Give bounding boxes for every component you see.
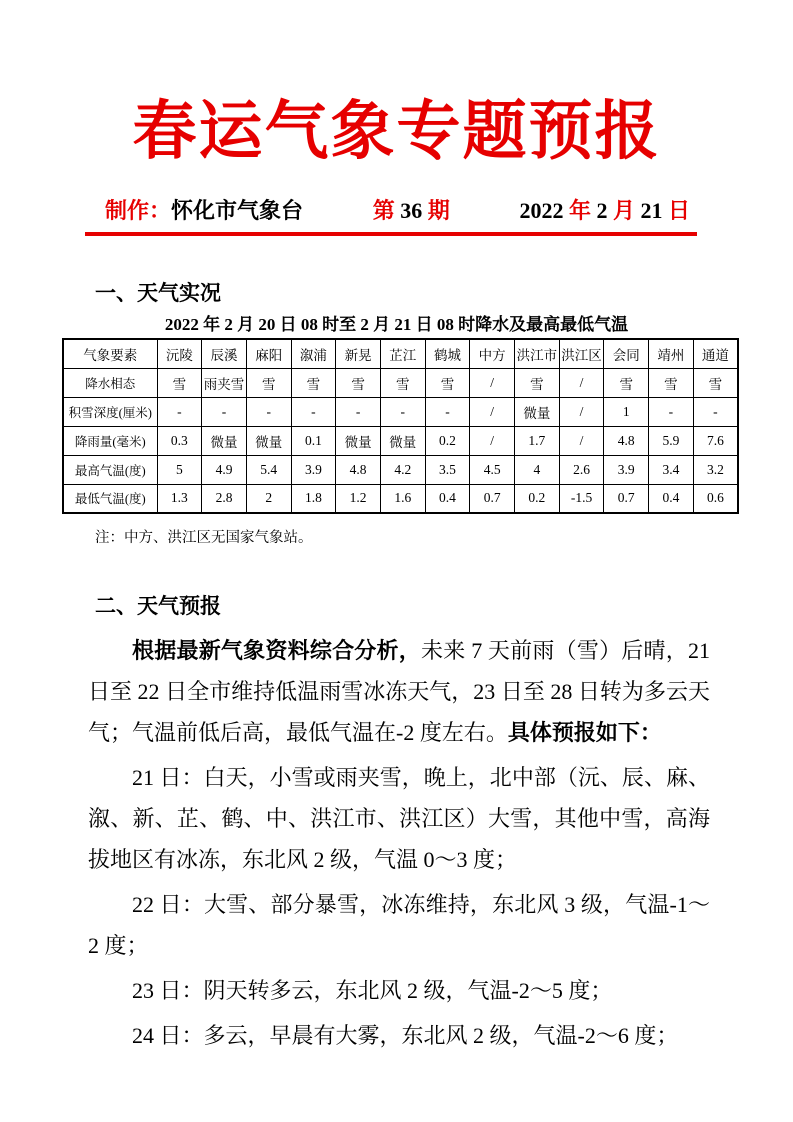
table-cell: 雪 <box>649 368 694 397</box>
section-heading-weather-forecast: 二、天气预报 <box>95 594 221 619</box>
table-cell: 1.7 <box>515 426 560 455</box>
table-cell: / <box>470 426 515 455</box>
table-cell: 3.2 <box>693 455 738 484</box>
producer-label: 制作： <box>105 198 172 224</box>
text-segment: 未来 7 天前雨（雪）后晴，21 日至 22 日全市维持低温雨雪冰冻天气，23 日至 28 日转为多云天气；气温前低后高，最低气温在-2 度左右。 <box>88 638 710 746</box>
table-cell: 微量 <box>380 426 425 455</box>
table-cell: - <box>693 397 738 426</box>
table-row-label: 降雨量(毫米) <box>63 426 157 455</box>
table-header-cell: 气象要素 <box>63 339 157 368</box>
table-cell: / <box>559 368 604 397</box>
table-cell: / <box>559 426 604 455</box>
table-cell: 雪 <box>380 368 425 397</box>
forecast-paragraphs <box>88 630 710 1056</box>
table-cell: 微量 <box>336 426 381 455</box>
text-segment: 根据最新气象资料综合分析， <box>132 638 421 664</box>
table-cell: 4.5 <box>470 455 515 484</box>
producer-line <box>105 197 303 225</box>
table-row-label: 降水相态 <box>63 368 157 397</box>
table-cell: 雪 <box>693 368 738 397</box>
text-segment: 第 <box>372 198 401 224</box>
table-header-cell: 沅陵 <box>157 339 202 368</box>
table-cell: 雪 <box>425 368 470 397</box>
table-cell: 3.9 <box>291 455 336 484</box>
table-cell: - <box>202 397 247 426</box>
text-segment: 36 <box>400 198 423 224</box>
table-header-cell: 辰溪 <box>202 339 247 368</box>
table-cell: 5 <box>157 455 202 484</box>
table-header-cell: 芷江 <box>380 339 425 368</box>
text-segment: 24 日：多云，早晨有大雾，东北风 2 级，气温-2～6 度； <box>132 1023 679 1049</box>
table-cell: 雪 <box>157 368 202 397</box>
table-cell: 雪 <box>336 368 381 397</box>
text-segment: 日 <box>667 198 690 224</box>
table-header-cell: 麻阳 <box>246 339 291 368</box>
table-cell: 微量 <box>246 426 291 455</box>
issue-date <box>519 197 690 225</box>
text-segment: 期 <box>422 198 450 224</box>
text-segment: 22 日：大雪、部分暴雪，冰冻维持，东北风 3 级，气温-1～2 度； <box>88 892 710 959</box>
table-cell: 4.9 <box>202 455 247 484</box>
table-row-label: 最低气温(度) <box>63 484 157 513</box>
table-cell: 0.6 <box>693 484 738 513</box>
table-cell: 雨夹雪 <box>202 368 247 397</box>
text-segment: 具体预报如下： <box>507 720 662 746</box>
table-header-cell: 新晃 <box>336 339 381 368</box>
table-cell: / <box>470 368 515 397</box>
table-cell: -1.5 <box>559 484 604 513</box>
table-cell: - <box>157 397 202 426</box>
forecast-paragraph <box>88 970 710 1011</box>
table-cell: 雪 <box>246 368 291 397</box>
table-cell: 0.1 <box>291 426 336 455</box>
forecast-paragraph <box>88 630 710 753</box>
table-cell: 1.2 <box>336 484 381 513</box>
forecast-paragraph <box>88 757 710 880</box>
table-cell: 雪 <box>515 368 560 397</box>
weather-table-title: 2022 年 2 月 20 日 08 时至 2 月 21 日 08 时降水及最高最低气温 <box>164 315 629 335</box>
table-row <box>63 455 738 484</box>
table-cell: 1.6 <box>380 484 425 513</box>
table-cell: - <box>246 397 291 426</box>
text-segment: 2022 <box>519 198 569 224</box>
table-header-cell: 靖州 <box>649 339 694 368</box>
table-cell: 4 <box>515 455 560 484</box>
red-divider-line <box>85 232 697 236</box>
table-cell: 0.2 <box>515 484 560 513</box>
table-cell: 4.8 <box>336 455 381 484</box>
table-header-cell: 鹤城 <box>425 339 470 368</box>
table-cell: / <box>470 397 515 426</box>
producer-name: 怀化市气象台 <box>171 198 304 224</box>
table-header-cell: 溆浦 <box>291 339 336 368</box>
table-header-cell: 洪江区 <box>559 339 604 368</box>
table-cell: - <box>425 397 470 426</box>
table-cell: 3.4 <box>649 455 694 484</box>
table-cell: 0.7 <box>604 484 649 513</box>
table-cell: 7.6 <box>693 426 738 455</box>
table-header-cell: 中方 <box>470 339 515 368</box>
document-title: 春运气象专题预报 <box>132 96 661 167</box>
table-cell: 0.4 <box>425 484 470 513</box>
table-row-label: 积雪深度(厘米) <box>63 397 157 426</box>
table-cell: 5.4 <box>246 455 291 484</box>
text-segment: 月 <box>612 198 641 224</box>
table-cell: 雪 <box>291 368 336 397</box>
table-cell: 0.3 <box>157 426 202 455</box>
issue-number <box>373 197 450 225</box>
table-cell: 3.9 <box>604 455 649 484</box>
table-header-cell: 会同 <box>604 339 649 368</box>
table-cell: - <box>649 397 694 426</box>
forecast-paragraph <box>88 884 710 966</box>
table-cell: 0.7 <box>470 484 515 513</box>
table-cell: 0.4 <box>649 484 694 513</box>
table-row <box>63 484 738 513</box>
weather-table-body <box>63 368 738 513</box>
table-row <box>63 368 738 397</box>
table-cell: 4.2 <box>380 455 425 484</box>
weather-table <box>62 338 739 514</box>
table-row-label: 最高气温(度) <box>63 455 157 484</box>
text-segment: 2 <box>596 198 613 224</box>
table-row <box>63 426 738 455</box>
text-segment: 23 日：阴天转多云，东北风 2 级，气温-2～5 度； <box>132 978 613 1004</box>
table-cell: - <box>380 397 425 426</box>
table-cell: 2.8 <box>202 484 247 513</box>
masthead-info-row <box>105 197 690 225</box>
table-cell: 微量 <box>202 426 247 455</box>
weather-table-head <box>63 339 738 368</box>
table-cell: 5.9 <box>649 426 694 455</box>
table-header-cell: 通道 <box>693 339 738 368</box>
table-cell: 1 <box>604 397 649 426</box>
table-footnote: 注：中方、洪江区无国家气象站。 <box>95 530 313 547</box>
table-cell: 0.2 <box>425 426 470 455</box>
table-cell: / <box>559 397 604 426</box>
table-cell: 1.8 <box>291 484 336 513</box>
table-header-cell: 洪江市 <box>515 339 560 368</box>
table-cell: 1.3 <box>157 484 202 513</box>
text-segment: 21 日：白天，小雪或雨夹雪，晚上，北中部（沅、辰、麻、溆、新、芷、鹤、中、洪江市、洪江区）大雪，其他中雪，高海拔地区有冰冻，东北风 2 级，气温 0～3 度； <box>88 765 710 873</box>
table-cell: 3.5 <box>425 455 470 484</box>
forecast-paragraph <box>88 1015 710 1056</box>
table-cell: 4.8 <box>604 426 649 455</box>
table-cell: - <box>336 397 381 426</box>
text-segment: 年 <box>568 198 597 224</box>
table-cell: - <box>291 397 336 426</box>
table-cell: 微量 <box>515 397 560 426</box>
table-cell: 2 <box>246 484 291 513</box>
table-cell: 雪 <box>604 368 649 397</box>
section-heading-weather-actual: 一、天气实况 <box>95 281 221 306</box>
table-row <box>63 397 738 426</box>
text-segment: 21 <box>640 198 668 224</box>
table-cell: 2.6 <box>559 455 604 484</box>
table-header-row <box>63 339 738 368</box>
